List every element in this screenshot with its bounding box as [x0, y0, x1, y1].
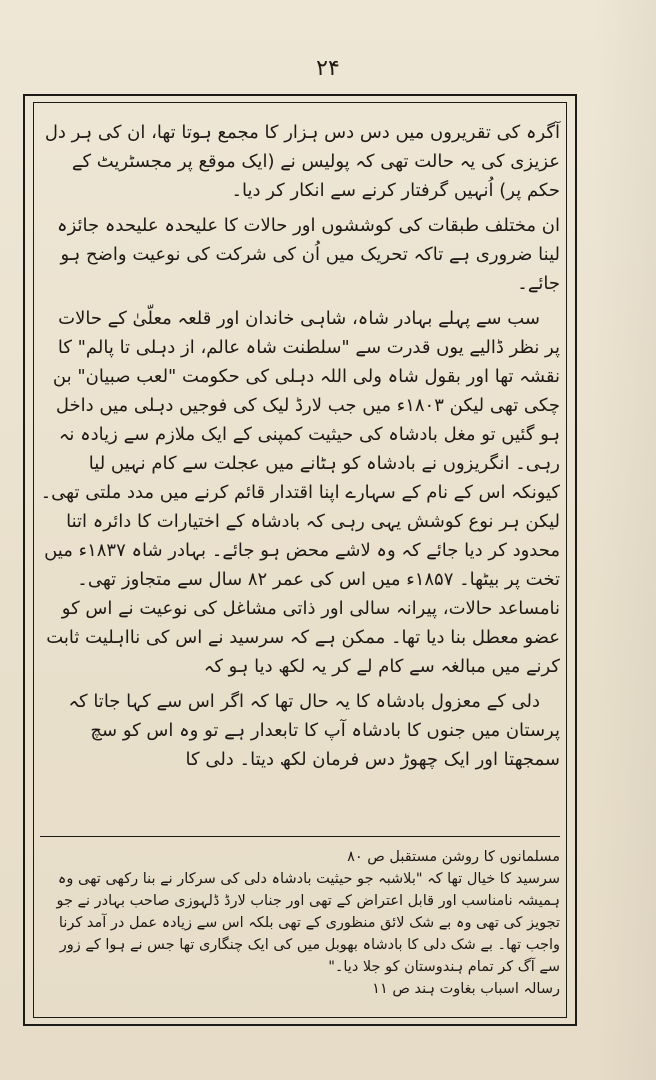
footnote-divider: [40, 836, 560, 837]
body-text: [40, 118, 560, 838]
page-edge-shadow: [594, 0, 656, 1080]
paragraph-3: سب سے پہلے بہادر شاہ، شاہی خاندان اور قلعہ معلّیٰ کے حالات پر نظر ڈالیے یوں قدرت سے "سلطنت شاہ عالم، از دہلی تا پالم" کا نقشہ تھا اور بقول شاہ ولی اللہ دہلی کی حکومت "لعب صبیان" بن چکی تھی لیکن ۱۸۰۳ء میں جب لارڈ لیک کی فوجیں دہلی میں داخل ہو گئیں تو مغل بادشاہ کی حیثیت کمپنی کے ایک ملازم سے زیادہ نہ رہی۔ انگریزوں نے بادشاہ کو ہٹانے میں عجلت سے کام نہیں لیا کیونکہ اس کے نام کے سہارے اپنا اقتدار قائم کرنے میں مدد ملتی تھی۔ لیکن ہر نوع کوشش یہی رہی کہ بادشاہ کے اختیارات کا دائرہ اتنا محدود کر دیا جائے کہ وہ لاشے محض ہو جائے۔ بہادر شاہ ۱۸۳۷ء میں تخت پر بیٹھا۔ ۱۸۵۷ء میں اس کی عمر ۸۲ سال سے متجاوز تھی۔ نامساعد حالات، پیرانہ سالی اور ذاتی مشاغل کی نوعیت نے اس کو عضو معطل بنا دیا تھا۔ ممکن ہے کہ سرسید نے اس کی نااہلیت ثابت کرنے میں مبالغہ سے کام لے کر یہ لکھ دیا ہو کہ: [40, 308, 560, 677]
paragraph-2: ان مختلف طبقات کی کوششوں اور حالات کا علیحدہ علیحدہ جائزہ لینا ضروری ہے تاکہ تحریک میں اُن کی شرکت کی نوعیت واضح ہو جائے۔: [57, 215, 560, 294]
page-number: ۲۴: [316, 56, 340, 81]
paragraph-1: آگرہ کی تقریروں میں دس دس ہزار کا مجمع ہوتا تھا، ان کی ہر دل عزیزی کی یہ حالت تھی کہ پولیس نے (ایک موقع پر مجسٹریٹ کے حکم پر) اُنہیں گرفتار کرنے سے انکار کر دیا۔: [44, 122, 560, 201]
footnote-2: سرسید کا خیال تھا کہ "بلاشبہ جو حیثیت بادشاہ دلی کی سرکار نے بنا رکھی تھی وہ ہمیشہ نامناسب اور قابل اعتراض کے تھی اور جناب لارڈ ڈلہوزی صاحب بہادر نے جو تجویز کی تھی وہ بے شک لائق منظوری کے تھی بلکہ اس سے زیادہ عمل در آمد کرنا واجب تھا۔ بے شک دلی کا بادشاہ بھوبل میں کی ایک چنگاری تھا جس نے ہوا کے زور سے آگ کر تمام ہندوستان کو جلا دیا۔": [56, 871, 560, 975]
footnote-source: رسالہ اسباب بغاوت ہند ص ۱۱: [372, 981, 560, 997]
footnotes: [40, 846, 560, 1006]
paragraph-4: دلی کے معزول بادشاہ کا یہ حال تھا کہ اگر اس سے کہا جاتا کہ پرستان میں جنوں کا بادشاہ آپ کا تابعدار ہے تو وہ اس کو سچ سمجھتا اور ایک چھوڑ دس فرمان لکھ دیتا۔ دلی کا: [68, 691, 560, 770]
footnote-1: مسلمانوں کا روشن مستقبل ص ۸۰: [347, 849, 560, 865]
